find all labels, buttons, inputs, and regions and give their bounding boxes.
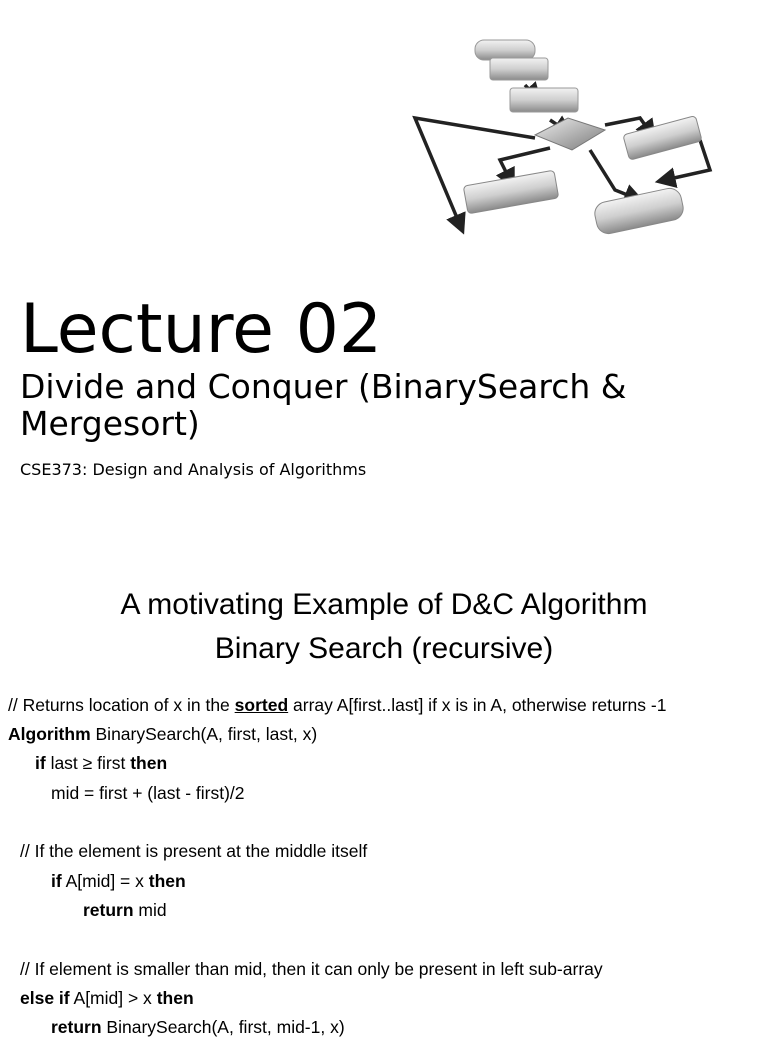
- code-line-comment-returns: // Returns location of x in the sorted array A[first..last] if x is in A, otherwise returns -1: [8, 695, 667, 715]
- code-line-comment-middle: // If the element is present at the middle itself: [20, 841, 368, 861]
- code-line-algorithm: Algorithm BinarySearch(A, first, last, x): [8, 724, 318, 744]
- slide-title: [0, 583, 768, 671]
- code-line-if-equal: if A[mid] = x then: [51, 871, 186, 891]
- code-line-if: if last ≥ first then: [35, 753, 168, 773]
- slide-title-line2: Binary Search (recursive): [214, 632, 554, 665]
- code-line-comment-left: // If element is smaller than mid, then it can only be present in left sub-array: [20, 959, 603, 979]
- code-line-return-mid: return mid: [83, 900, 167, 920]
- lecture-subtitle: Divide and Conquer (BinarySearch & Mergesort): [20, 367, 627, 443]
- course-name: CSE373: Design and Analysis of Algorithms: [20, 460, 367, 479]
- lecture-title: Lecture 02: [20, 290, 383, 369]
- code-line-mid: mid = first + (last - first)/2: [51, 783, 245, 803]
- code-line-else-if: else if A[mid] > x then: [20, 988, 194, 1008]
- flowchart-illustration: [400, 30, 720, 260]
- code-line-return-left: return BinarySearch(A, first, mid-1, x): [51, 1017, 345, 1037]
- content-slide: [0, 525, 768, 1037]
- slide-title-line1: A motivating Example of D&C Algorithm: [120, 588, 648, 621]
